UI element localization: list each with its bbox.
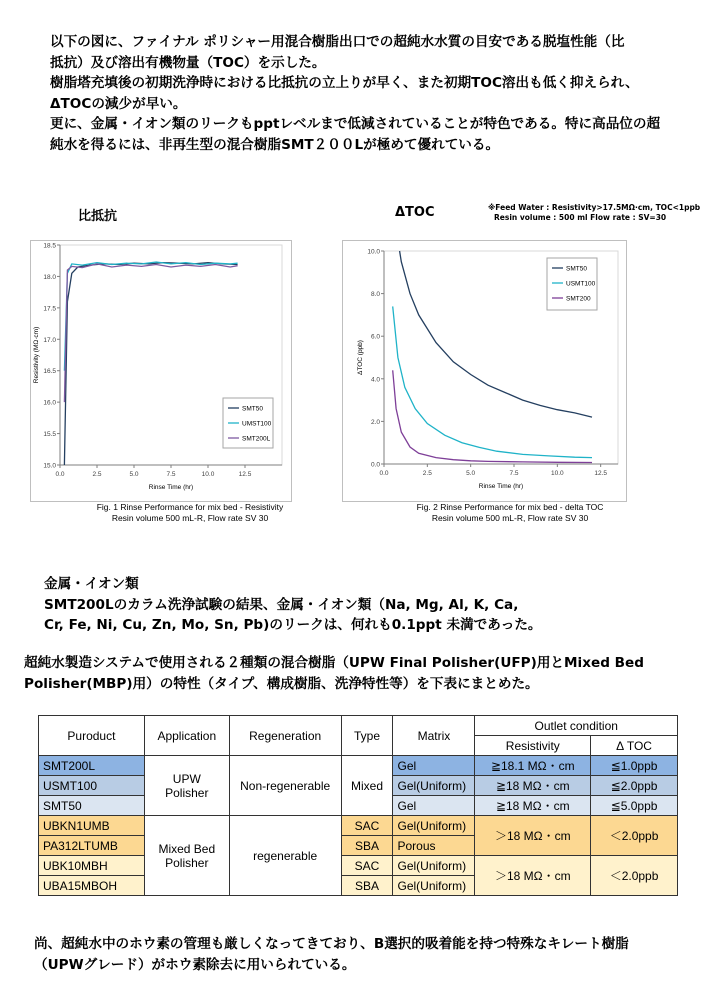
x-tick-label: 5.0 (466, 470, 476, 477)
delta-toc-chart (342, 240, 627, 502)
y-tick-label: 15.5 (43, 431, 56, 439)
type-cell: Mixed (341, 756, 393, 816)
x-tick-label: 12.5 (238, 471, 252, 478)
type-cell: SBA (341, 876, 393, 896)
type-cell: SAC (341, 856, 393, 876)
fig1-heading: 比抵抗 (78, 209, 118, 224)
application-cell (144, 816, 229, 896)
x-axis-label: Rinse Time (hr) (478, 483, 524, 490)
matrix-cell: Gel(Uniform) (393, 776, 475, 796)
metals-line: SMT200Lのカラム洗浄試験の結果、金属・イオン類（Na, Mg, Al, K, Ca, (44, 596, 519, 613)
summary-line: Polisher(MBP)用）の特性（タイプ、構成樹脂、洗浄特性等）を下表にまとめた。 (24, 675, 539, 692)
table-row (39, 856, 678, 876)
feed-water-note-line2: Resin volume : 500 ml Flow rate : SV=30 (494, 213, 667, 222)
header-resistivity: Resistivity (475, 736, 591, 756)
y-tick-label: 8.0 (370, 291, 380, 299)
matrix-cell: Porous (393, 836, 475, 856)
type-cell: SBA (341, 836, 393, 856)
application-line: UPW (172, 771, 201, 786)
header-application: Application (144, 716, 229, 756)
table-row (39, 756, 678, 776)
x-tick-label: 12.5 (594, 470, 607, 477)
fig1-caption (50, 502, 330, 524)
y-tick-label: 15.0 (43, 462, 56, 470)
product-cell: UBK10MBH (39, 856, 145, 876)
y-axis-label: Resistivity (MΩ·cm) (33, 326, 40, 384)
y-tick-label: 17.5 (43, 305, 56, 313)
product-cell: SMT200L (39, 756, 145, 776)
intro-line: 更に、金属・イオン類のリークもpptレベルまで低減されていることが特色である。特に高品位の超 (50, 116, 661, 132)
chart-legend (223, 398, 273, 448)
matrix-cell: Gel(Uniform) (393, 816, 475, 836)
header-product: Puroduct (39, 716, 145, 756)
product-cell: USMT100 (39, 776, 145, 796)
resistivity-chart (30, 240, 292, 502)
regeneration-cell: regenerable (229, 816, 341, 896)
resin-spec-table (38, 715, 678, 896)
feed-water-note-line1: ※Feed Water : Resistivity>17.5MΩ·cm, TOC<1ppb (488, 203, 701, 212)
toc-cell: ≦1.0ppb (591, 756, 678, 776)
y-tick-label: 4.0 (370, 376, 380, 384)
intro-line: 以下の図に、ファイナル ポリシャー用混合樹脂出口での超純水水質の目安である脱塩性能（比 (50, 34, 625, 50)
product-cell: UBKN1UMB (39, 816, 145, 836)
regeneration-cell: Non-regenerable (229, 756, 341, 816)
header-matrix: Matrix (393, 716, 475, 756)
y-tick-label: 16.5 (43, 368, 56, 376)
x-tick-label: 0.0 (379, 470, 389, 477)
header-outlet-condition: Outlet condition (475, 716, 678, 736)
toc-cell: ≦2.0ppb (591, 776, 678, 796)
intro-line: 純水を得るには、非再生型の混合樹脂SMT２００Lが極めて優れている。 (50, 136, 500, 153)
toc-cell: ＜2.0ppb (591, 816, 678, 856)
intro-line: ΔTOCの減少が早い。 (50, 95, 187, 112)
metals-section (44, 574, 542, 636)
intro-line: 樹脂塔充填後の初期洗浄時における比抵抗の立上りが早く、また初期TOC溶出も低く抑えられ、 (50, 75, 639, 91)
type-cell: SAC (341, 816, 393, 836)
header-toc: Δ TOC (591, 736, 678, 756)
feed-water-note (488, 203, 700, 223)
application-cell (144, 756, 229, 816)
legend-entry: SMT200 (566, 295, 591, 303)
matrix-cell: Gel(Uniform) (393, 876, 475, 896)
footer-line: 尚、超純水中のホウ素の管理も厳しくなってきており、B選択的吸着能を持つ特殊なキレート樹脂 (34, 936, 629, 952)
y-tick-label: 17.0 (43, 336, 56, 344)
header-type: Type (341, 716, 393, 756)
application-line: Mixed Bed (158, 841, 216, 856)
x-tick-label: 2.5 (422, 470, 432, 477)
x-tick-label: 0.0 (55, 471, 65, 478)
x-tick-label: 10.0 (551, 470, 564, 477)
chart-legend (547, 258, 597, 310)
toc-cell: ≦5.0ppb (591, 796, 678, 816)
y-tick-label: 6.0 (370, 333, 380, 341)
matrix-cell: Gel (393, 796, 475, 816)
y-axis-label: ΔTOC (ppb) (357, 340, 364, 375)
intro-line: 抵抗）及び溶出有機物量（TOC）を示した。 (50, 54, 326, 71)
resistivity-cell: ＞18 MΩ・cm (475, 816, 591, 856)
legend-entry: UMST100 (242, 420, 272, 428)
fig2-caption-title: Fig. 2 Rinse Performance for mix bed - delta TOC (416, 502, 604, 512)
matrix-cell: Gel(Uniform) (393, 856, 475, 876)
metals-line: Cr, Fe, Ni, Cu, Zn, Mo, Sn, Pb)のリークは、何れも0.1ppt 未満であった。 (44, 617, 542, 633)
y-tick-label: 18.0 (43, 273, 56, 281)
resistivity-cell: ＞18 MΩ・cm (475, 856, 591, 896)
y-tick-label: 2.0 (370, 418, 380, 426)
footer-paragraph (34, 934, 629, 975)
y-tick-label: 18.5 (43, 242, 56, 250)
legend-entry: SMT200L (242, 435, 271, 443)
table-row (39, 816, 678, 836)
legend-entry: SMT50 (566, 265, 587, 273)
x-tick-label: 2.5 (92, 471, 102, 478)
fig2-caption-conditions: Resin volume 500 mL-R, Flow rate SV 30 (431, 513, 589, 523)
x-tick-label: 7.5 (166, 471, 176, 478)
y-tick-label: 0.0 (370, 461, 380, 469)
intro-paragraph (50, 32, 660, 155)
fig1-caption-title: Fig. 1 Rinse Performance for mix bed - Resistivity (96, 502, 284, 512)
resistivity-cell: ≧18.1 MΩ・cm (475, 756, 591, 776)
x-tick-label: 7.5 (509, 470, 519, 477)
toc-cell: ＜2.0ppb (591, 856, 678, 896)
product-cell: UBA15MBOH (39, 876, 145, 896)
summary-line: 超純水製造システムで使用される２種類の混合樹脂（UPW Final Polisher(UFP)用とMixed Bed (24, 655, 644, 671)
metals-heading: 金属・イオン類 (44, 576, 139, 592)
product-cell: PA312LTUMB (39, 836, 145, 856)
resistivity-cell: ≧18 MΩ・cm (475, 796, 591, 816)
x-tick-label: 10.0 (201, 471, 215, 478)
y-tick-label: 10.0 (367, 248, 380, 256)
y-tick-label: 16.0 (43, 399, 56, 407)
header-regeneration: Regeneration (229, 716, 341, 756)
summary-paragraph (24, 653, 644, 694)
x-tick-label: 5.0 (129, 471, 139, 478)
product-cell: SMT50 (39, 796, 145, 816)
resistivity-cell: ≧18 MΩ・cm (475, 776, 591, 796)
footer-line: （UPWグレード）がホウ素除去に用いられている。 (34, 956, 356, 973)
matrix-cell: Gel (393, 756, 475, 776)
application-line: Polisher (165, 855, 209, 870)
fig2-caption (370, 502, 650, 524)
fig2-heading: ΔTOC (395, 205, 435, 220)
legend-entry: SMT50 (242, 405, 263, 413)
legend-entry: USMT100 (566, 280, 596, 288)
fig1-caption-conditions: Resin volume 500 mL-R, Flow rate SV 30 (111, 513, 269, 523)
application-line: Polisher (165, 785, 209, 800)
x-axis-label: Rinse Time (hr) (148, 484, 194, 491)
